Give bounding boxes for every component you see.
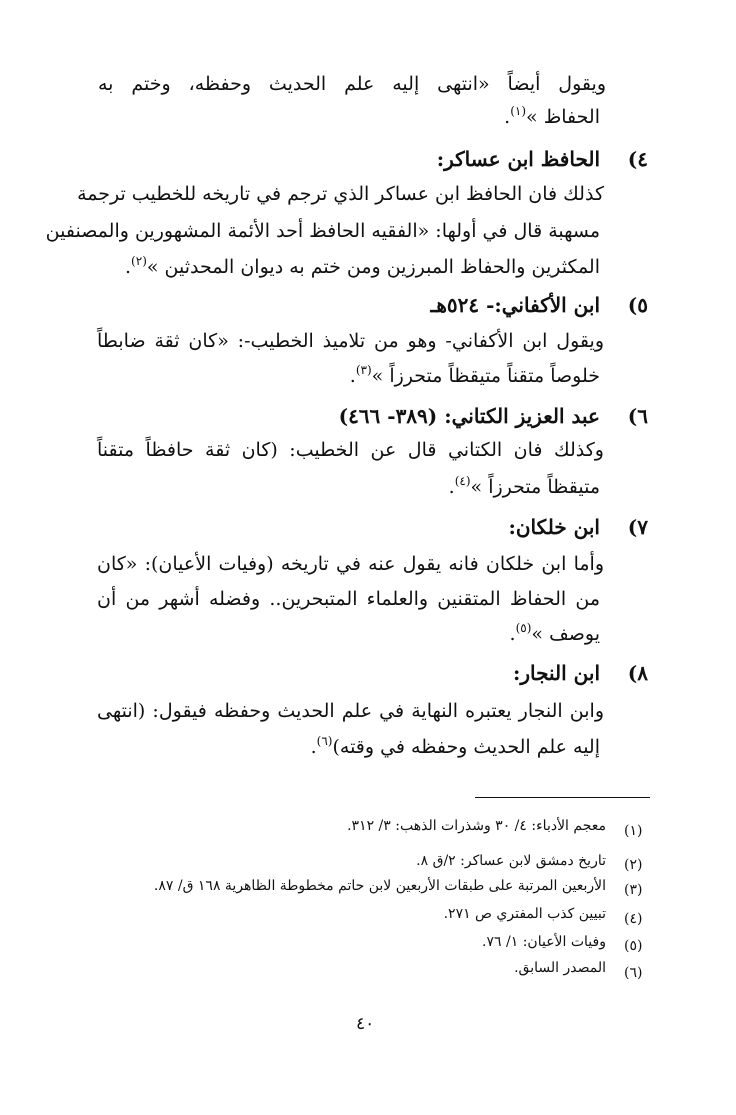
section-number: ٧)	[627, 515, 648, 539]
footnote-ref: (٥)	[515, 621, 532, 635]
section-text: يوصف »	[531, 623, 600, 645]
section-line-last	[125, 253, 600, 283]
footnote-number: (٢)	[624, 857, 643, 873]
section-end: .	[349, 365, 356, 387]
footnote-text: الأربعين المرتبة على طبقات الأربعين لابن حاتم مخطوطة الظاهرية ١٦٨ ق/ ٨٧.	[153, 878, 606, 894]
section-text: متيقظاً متحرزاً »	[470, 476, 600, 498]
section-line: مسهبة قال في أولها: «الفقيه الحافظ أحد الأئمة المشهورين والمصنفين	[45, 220, 600, 242]
section-line: وابن النجار يعتبره النهاية في علم الحديث وحفظه فيقول: (انتهى	[97, 700, 604, 722]
section-text: إليه علم الحديث وحفظه في وقته)	[332, 736, 600, 758]
page-number: ٤٠	[356, 1014, 375, 1034]
section-text: خلوصاً متقناً متيقظاً متحرزاً »	[371, 365, 600, 387]
footnote-text: وفيات الأعيان: ١/ ٧٦.	[482, 934, 606, 950]
footnote-text: المصدر السابق.	[514, 960, 606, 976]
section-number: ٨)	[627, 661, 648, 685]
section-end: .	[310, 736, 317, 758]
intro-text: الحفاظ »	[526, 106, 600, 128]
footnote-text: معجم الأدباء: ٤/ ٣٠ وشذرات الذهب: ٣/ ٣١٢.	[347, 818, 606, 834]
section-heading: ابن الأكفاني:- ٥٢٤هـ	[430, 293, 600, 317]
section-number: ٥)	[627, 293, 648, 317]
section-line: وكذلك فان الكتاني قال عن الخطيب: (كان ثقة حافظاً متقناً	[97, 439, 604, 461]
intro-line-1: ويقول أيضاً «انتهى إليه علم الحديث وحفظه، وختم به	[98, 73, 606, 95]
section-heading: الحافظ ابن عساكر:	[436, 147, 600, 171]
section-line-last	[350, 362, 600, 392]
section-line-last	[311, 733, 600, 763]
footnote-ref: (١)	[510, 104, 527, 118]
section-line-last	[449, 473, 600, 503]
section-line: ويقول ابن الأكفاني- وهو من تلاميذ الخطيب-: «كان ثقة ضابطاً	[97, 330, 604, 352]
footnote-number: (٦)	[624, 965, 643, 981]
footnote-ref: (٢)	[131, 254, 147, 268]
footnote-text: تبيين كذب المفتري ص ٢٧١.	[443, 906, 606, 922]
section-line: وأما ابن خلكان فانه يقول عنه في تاريخه (وفيات الأعيان): «كان	[97, 553, 604, 575]
section-heading: ابن خلكان:	[508, 515, 600, 539]
footnote-ref: (٦)	[316, 734, 333, 748]
section-number: ٤)	[627, 147, 648, 171]
footnote-number: (٣)	[624, 882, 643, 898]
intro-line-2	[504, 103, 600, 133]
footnote-ref: (٤)	[454, 474, 471, 488]
section-line: كذلك فان الحافظ ابن عساكر الذي ترجم في تاريخه للخطيب ترجمة	[77, 183, 604, 205]
section-end: .	[125, 256, 132, 278]
footnote-divider	[475, 797, 650, 798]
section-end: .	[448, 476, 455, 498]
intro-end: .	[504, 106, 511, 128]
footnote-number: (١)	[624, 823, 643, 839]
footnote-number: (٥)	[624, 938, 643, 954]
section-line: من الحفاظ المتقنين والعلماء المتبحرين.. وفضله أشهر من أن	[97, 588, 600, 610]
footnote-ref: (٣)	[355, 363, 372, 377]
section-line-last	[510, 620, 600, 650]
section-heading: عبد العزيز الكتاني: (٣٨٩- ٤٦٦)	[338, 404, 600, 428]
section-heading: ابن النجار:	[512, 661, 600, 685]
section-text: المكثرين والحفاظ المبرزين ومن ختم به ديوان المحدثين »	[146, 256, 600, 278]
section-number: ٦)	[627, 404, 648, 428]
section-end: .	[509, 623, 516, 645]
footnote-number: (٤)	[624, 911, 643, 927]
footnote-text: تاريخ دمشق لابن عساكر: ٢/ق ٨.	[416, 853, 606, 869]
